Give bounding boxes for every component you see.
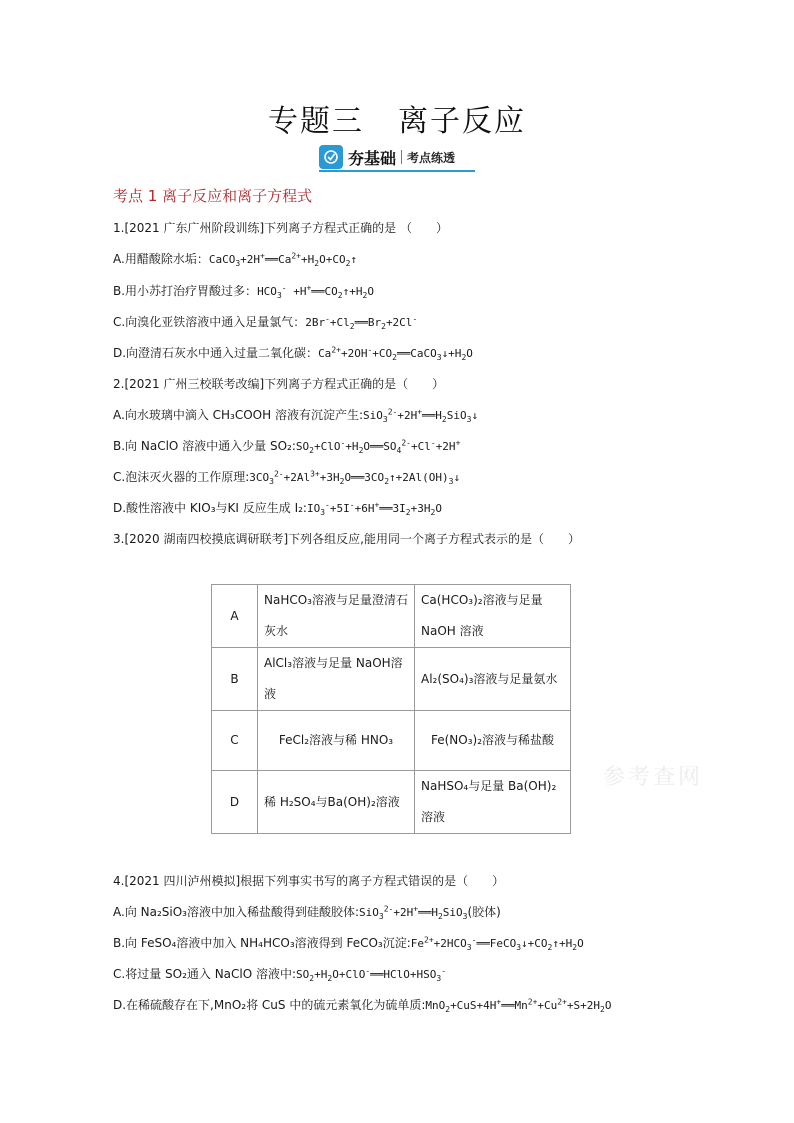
q4-option-d: D.在稀硫酸存在下,MnO₂将 CuS 中的硫元素氧化为硫单质$:MnO_2+CuS+4H^+══Mn^{2+}+Cu^{2+}+S+2H_2O$ — [113, 997, 612, 1015]
q3-options-table — [211, 584, 571, 834]
q4-a-suffix: (胶体) — [467, 905, 501, 919]
q1-option-a: A.用醋酸除水垢：$CaCO_3+2H^+══Ca^{2+}+H_2O+CO_2↑$ — [113, 251, 358, 269]
q1-option-d: D.向澄清石灰水中通入过量二氧化碳：$Ca^{2+}+2OH^-+CO_2══CaCO_3↓+H_2O$ — [113, 345, 473, 363]
q4-option-b: B.向 FeSO₄溶液中加入 NH₄HCO₃溶液得到 FeCO₃沉淀$:Fe^{2+}+2HCO_3^-══FeCO_3↓+CO_2↑+H_2O$ — [113, 935, 584, 953]
table-row — [212, 771, 571, 834]
title-part2: 离子反应 — [398, 104, 526, 139]
check-swirl-icon — [319, 145, 343, 169]
table-cell: NaHCO₃溶液与足量澄清石灰水 — [258, 585, 415, 648]
q1-stem: 1.[2021 广东广州阶段训练]下列离子方程式正确的是 （ ） — [113, 221, 448, 235]
row-label: D — [212, 771, 258, 834]
table-row — [212, 585, 571, 648]
q4-a-text: A.向 Na₂SiO₃溶液中加入稀盐酸得到硅酸胶体: — [113, 905, 360, 919]
q2-option-b: B.向 NaClO 溶液中通入少量 $SO_2:SO_2+ClO^-+H_2O══SO_4^{2-}+Cl^-+2H^+$ — [113, 438, 461, 456]
q1-d-text: D.向澄清石灰水中通入过量二氧化碳： — [113, 346, 319, 360]
q2-stem: 2.[2021 广州三校联考改编]下列离子方程式正确的是（ ） — [113, 377, 445, 391]
table-cell: FeCl₂溶液与稀 HNO₃ — [258, 711, 415, 771]
table-cell: Fe(NO₃)₂溶液与稀盐酸 — [415, 711, 571, 771]
section-heading: 考点 1 离子反应和离子方程式 — [113, 187, 313, 205]
q3-stem: 3.[2020 湖南四校摸底调研联考]下列各组反应,能用同一个离子方程式表示的是（ ） — [113, 532, 580, 546]
page-title — [0, 96, 794, 140]
table-cell: Ca(HCO₃)₂溶液与足量NaOH 溶液 — [415, 585, 571, 648]
row-label: A — [212, 585, 258, 648]
q2-d-text: D.酸性溶液中 KIO₃与KI 反应生成 I₂: — [113, 501, 307, 515]
row-label: B — [212, 648, 258, 711]
row-label: C — [212, 711, 258, 771]
table-row — [212, 711, 571, 771]
table-cell: NaHSO₄与足量 Ba(OH)₂溶液 — [415, 771, 571, 834]
q2-option-d: D.酸性溶液中 KIO₃与KI 反应生成 $I_2:IO_3^-+5I^-+6H^+══3I_2+3H_2O$ — [113, 500, 442, 518]
q2-option-c: C.泡沫灭火器的工作原理$:3CO_3^{2-}+2Al^{3+}+3H_2O══3CO_2↑+2Al(OH)_3↓$ — [113, 469, 461, 487]
q1-b-text: B.用小苏打治疗胃酸过多： — [113, 284, 258, 298]
q1-a-text: A.用醋酸除水垢： — [113, 252, 209, 266]
badge-divider — [401, 150, 402, 164]
title-part1: 专题三 — [268, 104, 364, 139]
q4-option-c: C.将过量 SO₂通入 NaClO 溶液中$:SO_2+H_2O+ClO^-══HClO+HSO_3^-$ — [113, 966, 447, 984]
table-cell: Al₂(SO₄)₃溶液与足量氨水 — [415, 648, 571, 711]
q2-c-text: C.泡沫灭火器的工作原理: — [113, 470, 250, 484]
table-cell: AlCl₃溶液与足量 NaOH溶液 — [258, 648, 415, 711]
badge-sub-label: 考点练透 — [407, 150, 456, 165]
q2-b-text: B.向 NaClO 溶液中通入少量 SO₂: — [113, 439, 296, 453]
table-cell: 稀 H₂SO₄与Ba(OH)₂溶液 — [258, 771, 415, 834]
q2-option-a: A.向水玻璃中滴入 CH₃COOH 溶液有沉淀产生$:SiO_3^{2-}+2H^+══H_2SiO_3↓$ — [113, 407, 479, 425]
q4-c-text: C.将过量 SO₂通入 NaClO 溶液中: — [113, 967, 297, 981]
table-row — [212, 648, 571, 711]
q4-option-a: A.向 Na₂SiO₃溶液中加入稀盐酸得到硅酸胶体$:SiO_3^{2-}+2H^+══H_2SiO_3$(胶体) — [113, 904, 501, 922]
q2-a-text: A.向水玻璃中滴入 CH₃COOH 溶液有沉淀产生: — [113, 408, 363, 422]
q4-d-text: D.在稀硫酸存在下,MnO₂将 CuS 中的硫元素氧化为硫单质: — [113, 998, 426, 1012]
watermark: 参考查网 — [603, 765, 704, 790]
q1-option-c: C.向溴化亚铁溶液中通入足量氯气：$2Br^-+Cl_2══Br_2+2Cl^-$ — [113, 314, 418, 332]
q1-c-text: C.向溴化亚铁溶液中通入足量氯气： — [113, 315, 306, 329]
q1-option-b: B.用小苏打治疗胃酸过多：$HCO_3^-$ $+H^+══CO_2↑+H_2O$ — [113, 283, 374, 301]
q4-b-text: B.向 FeSO₄溶液中加入 NH₄HCO₃溶液得到 FeCO₃沉淀: — [113, 936, 411, 950]
q4-stem: 4.[2021 四川泸州模拟]根据下列事实书写的离子方程式错误的是（ ） — [113, 874, 505, 888]
section-badge — [319, 144, 475, 172]
badge-main-label: 夯基础 — [348, 148, 397, 168]
